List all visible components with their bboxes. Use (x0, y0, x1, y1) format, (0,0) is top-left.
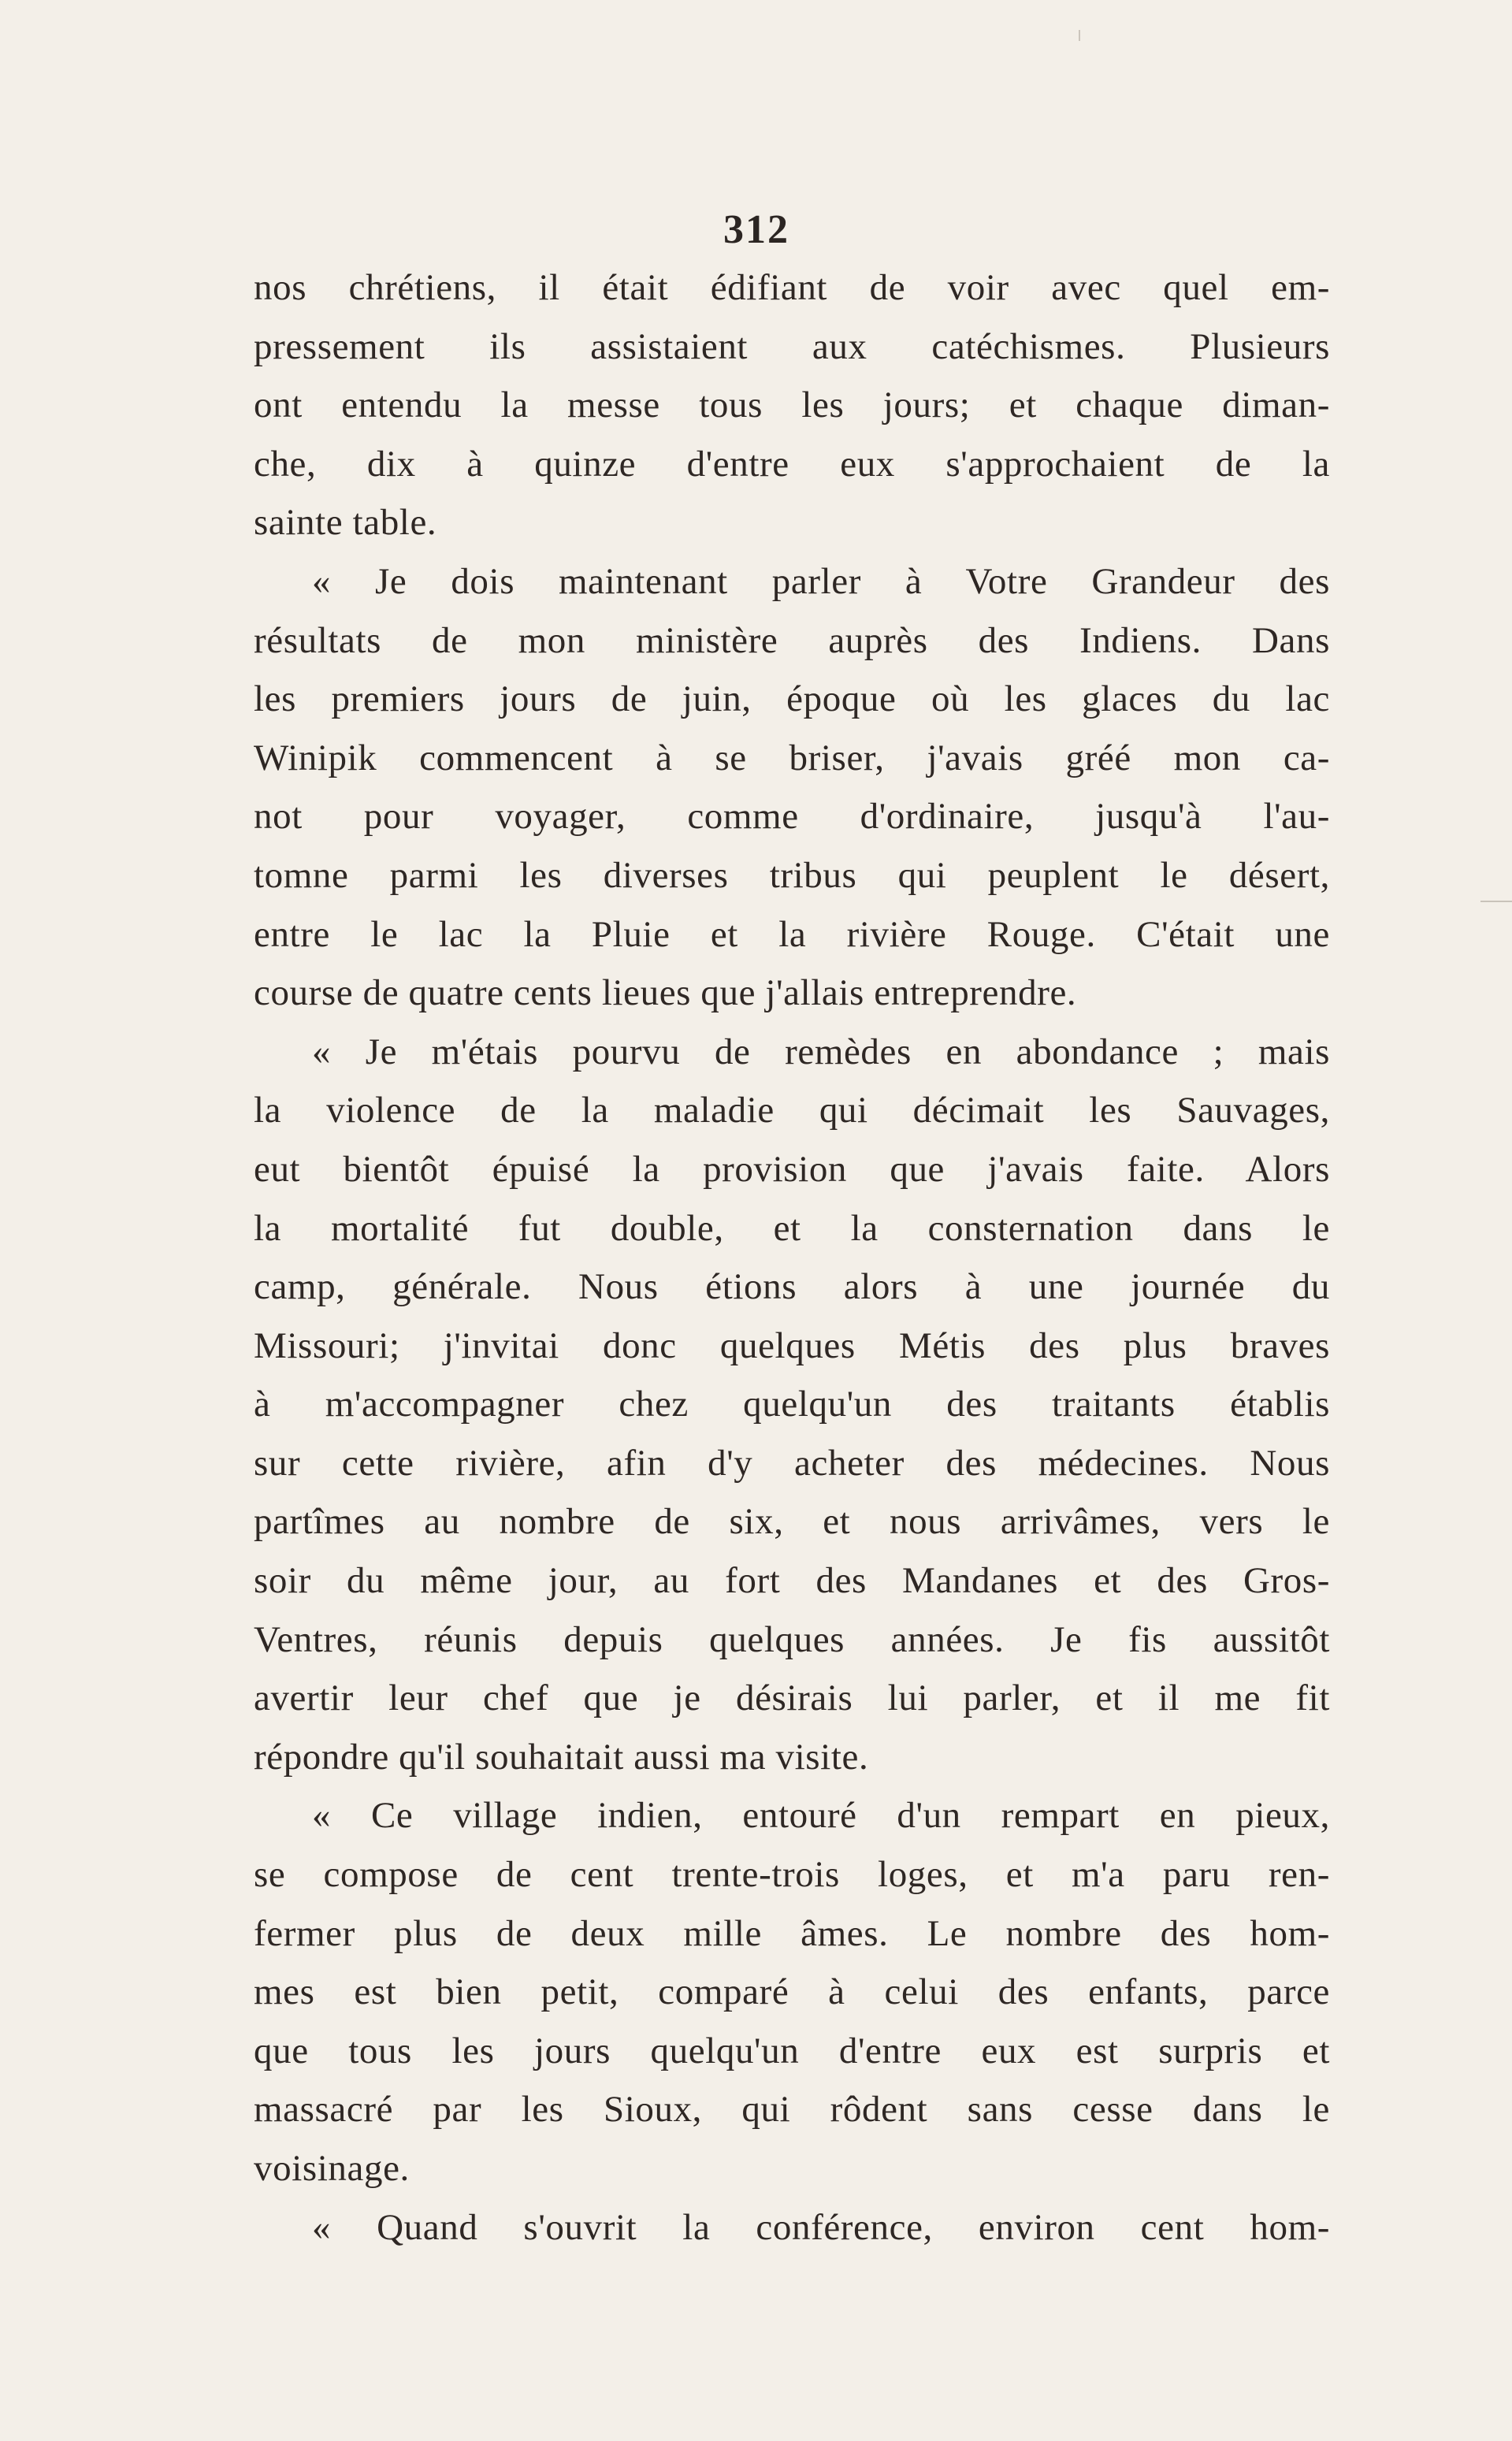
text-line: fermer plus de deux mille âmes. Le nombre des hom- (254, 1912, 1330, 1954)
text-line: mes est bien petit, comparé à celui des enfants, parce (254, 1971, 1330, 2013)
page-edge-mark (1480, 901, 1512, 902)
text-line: « Quand s'ouvrit la conférence, environ cent hom- (312, 2206, 1330, 2248)
text-line: que tous les jours quelqu'un d'entre eux est surpris et (254, 2030, 1330, 2071)
text-line: résultats de mon ministère auprès des Indiens. Dans (254, 619, 1330, 661)
text-line: che, dix à quinze d'entre eux s'approchaient de la (254, 443, 1330, 485)
text-line: nos chrétiens, il était édifiant de voir avec quel em- (254, 267, 1330, 308)
text-line: Ventres, réunis depuis quelques années. Je fis aussitôt (254, 1618, 1330, 1660)
text-line: avertir leur chef que je désirais lui parler, et il me fit (254, 1677, 1330, 1719)
text-line: voisinage. (254, 2148, 410, 2189)
text-line: « Je m'étais pourvu de remèdes en abondance ; mais (312, 1031, 1330, 1072)
text-line: à m'accompagner chez quelqu'un des traitants établis (254, 1384, 1330, 1425)
body-text (254, 258, 1330, 2257)
text-line: course de quatre cents lieues que j'allais entreprendre. (254, 972, 1077, 1014)
text-line: ont entendu la messe tous les jours; et chaque diman- (254, 385, 1330, 426)
text-line: la violence de la maladie qui décimait les Sauvages, (254, 1090, 1330, 1131)
text-line: la mortalité fut double, et la consternation dans le (254, 1207, 1330, 1249)
text-line: sur cette rivière, afin d'y acheter des médecines. Nous (254, 1442, 1330, 1484)
paper-mark (1079, 30, 1080, 41)
text-line: partîmes au nombre de six, et nous arrivâmes, vers le (254, 1501, 1330, 1543)
text-line: Winipik commencent à se briser, j'avais gréé mon ca- (254, 737, 1330, 778)
text-line: massacré par les Sioux, qui rôdent sans cesse dans le (254, 2089, 1330, 2131)
text-line: soir du même jour, au fort des Mandanes et des Gros- (254, 1560, 1330, 1602)
text-line: entre le lac la Pluie et la rivière Rouge. C'était une (254, 913, 1330, 955)
text-line: « Je dois maintenant parler à Votre Grandeur des (312, 560, 1330, 602)
text-line: Missouri; j'invitai donc quelques Métis des plus braves (254, 1325, 1330, 1366)
text-line: répondre qu'il souhaitait aussi ma visite. (254, 1736, 869, 1778)
text-line: se compose de cent trente-trois loges, et m'a paru ren- (254, 1854, 1330, 1896)
text-line: eut bientôt épuisé la provision que j'avais faite. Alors (254, 1148, 1330, 1190)
text-line: camp, générale. Nous étions alors à une journée du (254, 1266, 1330, 1308)
page-number: 312 (723, 207, 789, 252)
text-line: « Ce village indien, entouré d'un rempart en pieux, (312, 1795, 1330, 1837)
text-line: sainte table. (254, 502, 437, 544)
text-line: pressement ils assistaient aux catéchismes. Plusieurs (254, 325, 1330, 367)
text-line: tomne parmi les diverses tribus qui peuplent le désert, (254, 854, 1330, 896)
text-line: not pour voyager, comme d'ordinaire, jusqu'à l'au- (254, 796, 1330, 838)
text-line: les premiers jours de juin, époque où les glaces du lac (254, 678, 1330, 720)
